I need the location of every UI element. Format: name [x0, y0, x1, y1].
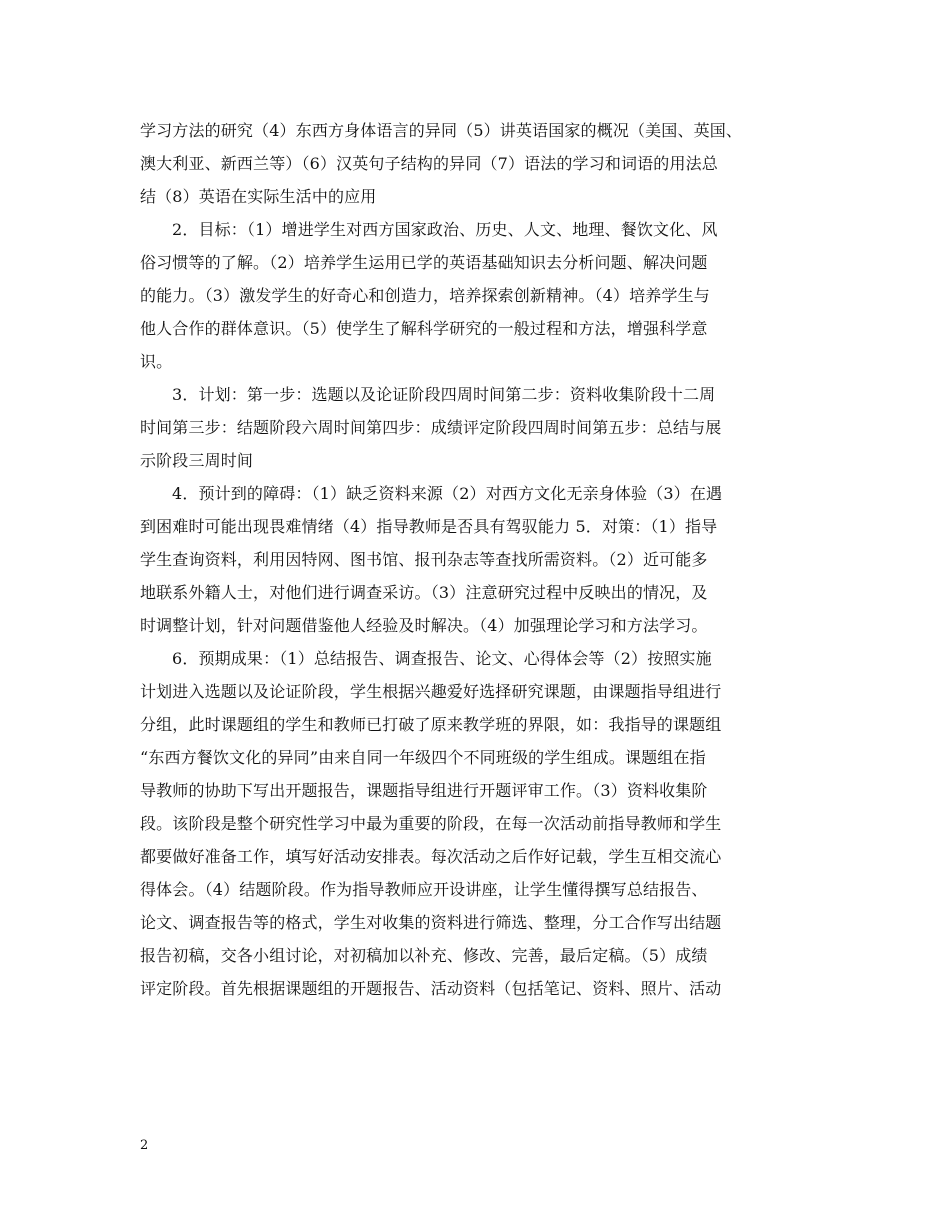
text-line: “东西方餐饮文化的异同”由来自同一年级四个不同班级的学生组成。课题组在指: [140, 748, 706, 767]
text-line: 段。该阶段是整个研究性学习中最为重要的阶段，在每一次活动前指导教师和学生: [140, 814, 722, 833]
paragraph-results-start: 6．预期成果：（1）总结报告、调查报告、论文、心得体会等（2）按照实施: [172, 649, 712, 668]
page-number: 2: [140, 1138, 149, 1153]
text-line: 的能力。（3）激发学生的好奇心和创造力，培养探索创新精神。（4）培养学生与: [140, 286, 710, 305]
text-line: 论文、调查报告等的格式，学生对收集的资料进行筛选、整理，分工合作写出结题: [140, 913, 722, 932]
text-line: 时间第三步：结题阶段六周时间第四步：成绩评定阶段四周时间第五步：总结与展: [140, 418, 722, 437]
body-text: [140, 114, 808, 1005]
text-line: 学习方法的研究（4）东西方身体语言的异同（5）讲英语国家的概况（美国、英国、: [140, 121, 743, 140]
text-line: 都要做好准备工作，填写好活动安排表。每次活动之后作好记载，学生互相交流心: [140, 847, 722, 866]
text-line: 报告初稿，交各小组讨论，对初稿加以补充、修改、完善，最后定稿。（5）成绩: [140, 946, 708, 965]
paragraph-obstacles-start: 4．预计到的障碍：（1）缺乏资料来源（2）对西方文化无亲身体验（3）在遇: [172, 484, 723, 503]
text-line: 分组，此时课题组的学生和教师已打破了原来教学班的界限，如：我指导的课题组: [140, 715, 722, 734]
text-line: 计划进入选题以及论证阶段，学生根据兴趣爱好选择研究课题，由课题指导组进行: [140, 682, 722, 701]
text-line: 时调整计划，针对问题借鉴他人经验及时解决。（4）加强理论学习和方法学习。: [140, 616, 708, 635]
text-line: 评定阶段。首先根据课题组的开题报告、活动资料（包括笔记、资料、照片、活动: [140, 979, 722, 998]
text-line: 他人合作的群体意识。（5）使学生了解科学研究的一般过程和方法，增强科学意: [140, 319, 708, 338]
text-line: 到困难时可能出现畏难情绪（4）指导教师是否具有驾驭能力 5．对策：（1）指导: [140, 517, 718, 536]
paragraph-goals-start: 2．目标：（1）增进学生对西方国家政治、历史、人文、地理、餐饮文化、风: [172, 220, 718, 239]
text-line: 学生查询资料，利用因特网、图书馆、报刊杂志等查找所需资料。（2）近可能多: [140, 550, 708, 569]
text-line: 俗习惯等的了解。（2）培养学生运用已学的英语基础知识去分析问题、解决问题: [140, 253, 708, 272]
text-line: 地联系外籍人士，对他们进行调查采访。（3）注意研究过程中反映出的情况，及: [140, 583, 708, 602]
text-line: 示阶段三周时间: [140, 451, 254, 470]
text-line: 结（8）英语在实际生活中的应用: [140, 187, 377, 206]
text-line: 导教师的协助下写出开题报告，课题指导组进行开题评审工作。（3）资料收集阶: [140, 781, 708, 800]
text-line: 识。: [140, 352, 173, 371]
paragraph-plan-start: 3．计划：第一步：选题以及论证阶段四周时间第二步：资料收集阶段十二周: [172, 385, 716, 404]
text-line: 得体会。（4）结题阶段。作为指导教师应开设讲座，让学生懂得撰写总结报告、: [140, 880, 708, 899]
text-line: 澳大利亚、新西兰等）（6）汉英句子结构的异同（7）语法的学习和词语的用法总: [140, 154, 718, 173]
